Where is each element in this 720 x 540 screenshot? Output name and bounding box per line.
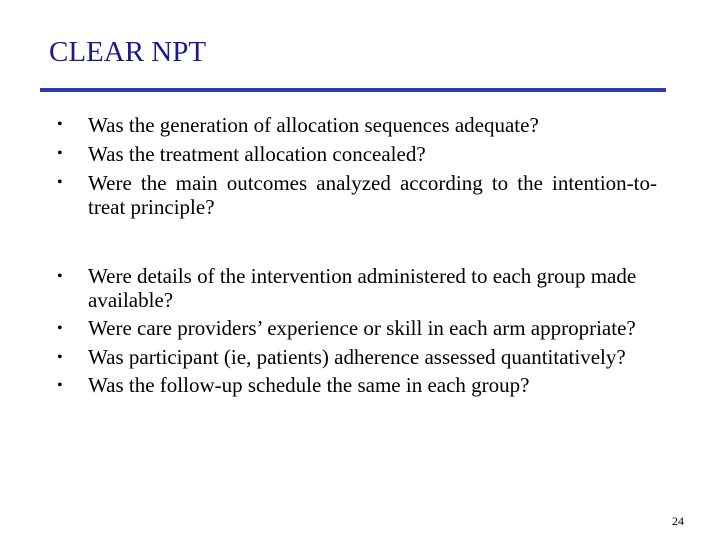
bullet-text: Was the follow-up schedule the same in each group?: [88, 373, 530, 397]
bullet-item: [57, 374, 657, 398]
bullet-icon: •: [57, 174, 63, 191]
bullet-item: [57, 265, 657, 312]
title-divider: [40, 88, 666, 92]
bullet-icon: •: [57, 116, 63, 133]
bullet-icon: •: [57, 145, 63, 162]
bullet-list-methods: [57, 113, 657, 224]
bullet-text: Were details of the intervention administered to each group made available?: [88, 264, 637, 312]
bullet-item: [57, 171, 657, 219]
bullet-icon: •: [57, 268, 63, 285]
bullet-text: Was the generation of allocation sequences adequate?: [88, 113, 539, 137]
slide-title: CLEAR NPT: [49, 36, 207, 68]
bullet-list-intervention: [57, 265, 657, 403]
bullet-icon: •: [57, 377, 63, 394]
bullet-item: [57, 346, 657, 370]
bullet-icon: •: [57, 348, 63, 366]
bullet-icon: •: [57, 320, 63, 337]
bullet-text: Was the treatment allocation concealed?: [88, 142, 426, 166]
page-number: 24: [672, 514, 684, 528]
bullet-text: Were care providers’ experience or skill in each arm appropriate?: [88, 316, 636, 340]
bullet-item: [57, 113, 657, 137]
bullet-item: [57, 142, 657, 166]
bullet-text: Were the main outcomes analyzed according to the intention-to-treat principle?: [88, 171, 657, 219]
bullet-item: [57, 317, 657, 341]
bullet-text: Was participant (ie, patients) adherence assessed quantitatively?: [88, 344, 626, 369]
